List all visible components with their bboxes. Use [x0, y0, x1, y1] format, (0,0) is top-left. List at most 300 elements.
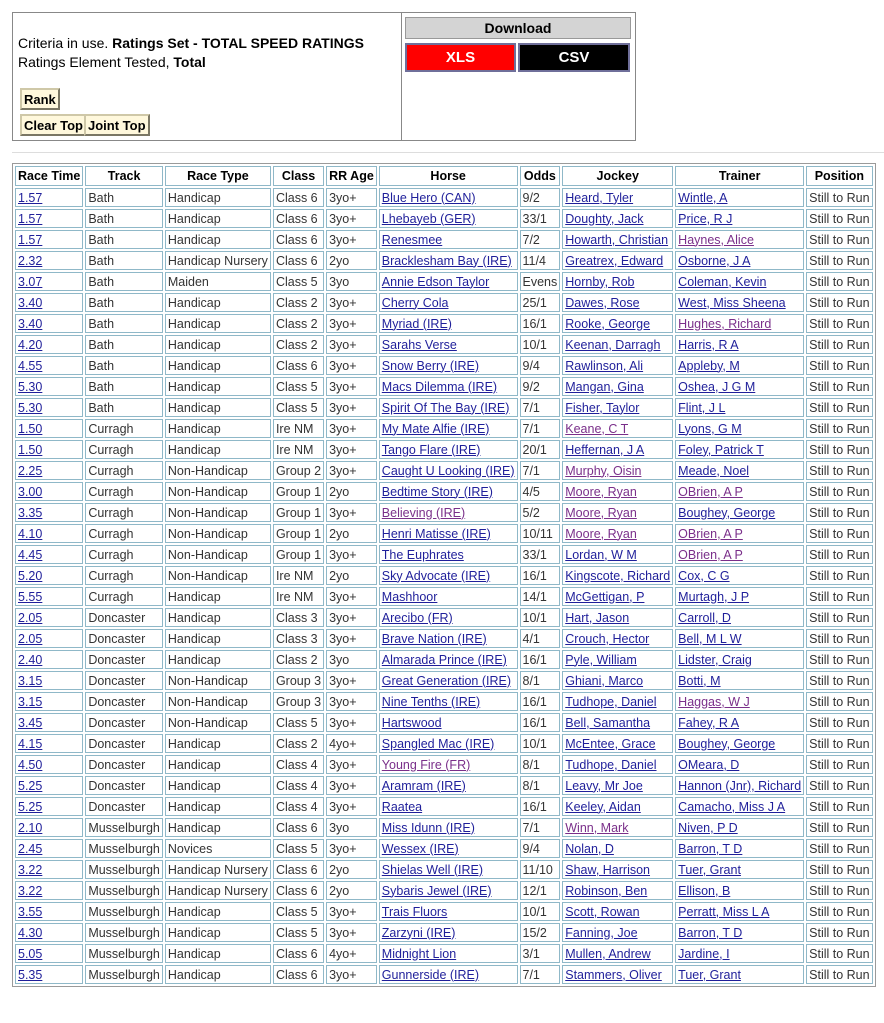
odds-cell: 20/1 [520, 440, 561, 459]
class-cell: Class 5 [273, 902, 324, 921]
class-cell: Group 2 [273, 461, 324, 480]
race-time-link[interactable]: 5.25 [18, 799, 43, 814]
race-time-link[interactable]: 3.22 [18, 862, 43, 877]
trainer-cell [675, 356, 804, 375]
horse-cell [379, 356, 518, 375]
race-time-link[interactable]: 5.35 [18, 967, 43, 982]
horse-cell [379, 482, 518, 501]
track-cell: Bath [85, 314, 163, 333]
race-time-link[interactable]: 3.15 [18, 694, 43, 709]
column-header: Odds [520, 166, 561, 186]
horse-link[interactable]: Macs Dilemma (IRE) [381, 379, 498, 394]
race-type-cell: Handicap [165, 188, 271, 207]
trainer-link[interactable]: Meade, Noel [678, 463, 750, 478]
trainer-link[interactable]: Appleby, M [678, 358, 740, 373]
jockey-link[interactable]: Shaw, Harrison [565, 862, 651, 877]
age-cell: 3yo+ [326, 314, 377, 333]
horse-link[interactable]: Midnight Lion [381, 946, 457, 961]
position-cell: Still to Run [806, 398, 872, 417]
track-cell: Bath [85, 209, 163, 228]
table-row [15, 965, 873, 984]
trainer-cell [675, 545, 804, 564]
trainer-link[interactable]: Foley, Patrick T [678, 442, 764, 457]
trainer-link[interactable]: Haggas, W J [678, 694, 750, 709]
race-time-link[interactable]: 5.30 [18, 400, 43, 415]
jockey-link[interactable]: Moore, Ryan [565, 484, 637, 499]
jockey-link[interactable]: Keane, C T [565, 421, 629, 436]
trainer-link[interactable]: Oshea, J G M [678, 379, 756, 394]
jockey-link[interactable]: Doughty, Jack [565, 211, 644, 226]
trainer-link[interactable]: Cox, C G [678, 568, 730, 583]
jockey-link[interactable]: Stammers, Oliver [565, 967, 662, 982]
trainer-link[interactable]: OBrien, A P [678, 547, 743, 562]
horse-link[interactable]: Hartswood [381, 715, 442, 730]
track-cell: Doncaster [85, 713, 163, 732]
race-time-cell [15, 776, 83, 795]
position-cell: Still to Run [806, 230, 872, 249]
horse-link[interactable]: Caught U Looking (IRE) [381, 463, 515, 478]
odds-cell: 9/4 [520, 356, 561, 375]
trainer-link[interactable]: Jardine, I [678, 946, 730, 961]
class-cell: Class 6 [273, 965, 324, 984]
horse-cell [379, 860, 518, 879]
horse-link[interactable]: Mashhoor [381, 589, 438, 604]
odds-cell: 25/1 [520, 293, 561, 312]
race-time-link[interactable]: 3.00 [18, 484, 43, 499]
horse-cell [379, 377, 518, 396]
class-cell: Class 2 [273, 293, 324, 312]
jockey-link[interactable]: Greatrex, Edward [565, 253, 664, 268]
position-cell: Still to Run [806, 587, 872, 606]
race-time-link[interactable]: 1.50 [18, 442, 43, 457]
horse-link[interactable]: Henri Matisse (IRE) [381, 526, 491, 541]
table-row [15, 902, 873, 921]
horse-link[interactable]: Cherry Cola [381, 295, 449, 310]
table-row [15, 839, 873, 858]
table-row [15, 524, 873, 543]
odds-cell: 16/1 [520, 650, 561, 669]
trainer-link[interactable]: Boughey, George [678, 505, 776, 520]
age-cell: 3yo+ [326, 776, 377, 795]
horse-link[interactable]: Sarahs Verse [381, 337, 457, 352]
age-cell: 3yo+ [326, 629, 377, 648]
horse-cell [379, 965, 518, 984]
horse-link[interactable]: Believing (IRE) [381, 505, 466, 520]
class-cell: Class 6 [273, 356, 324, 375]
jockey-link[interactable]: Keeley, Aidan [565, 799, 641, 814]
jockey-link[interactable]: Moore, Ryan [565, 526, 637, 541]
age-cell: 3yo+ [326, 356, 377, 375]
position-cell: Still to Run [806, 902, 872, 921]
jockey-cell [562, 629, 673, 648]
odds-cell: 16/1 [520, 692, 561, 711]
jockey-cell [562, 671, 673, 690]
odds-cell: 14/1 [520, 587, 561, 606]
race-time-link[interactable]: 3.40 [18, 316, 43, 331]
horse-cell [379, 314, 518, 333]
track-cell: Doncaster [85, 629, 163, 648]
jockey-link[interactable]: Nolan, D [565, 841, 614, 856]
trainer-link[interactable]: Wintle, A [678, 190, 728, 205]
trainer-link[interactable]: Price, R J [678, 211, 733, 226]
race-time-link[interactable]: 2.10 [18, 820, 43, 835]
race-type-cell: Handicap [165, 923, 271, 942]
race-type-cell: Handicap [165, 650, 271, 669]
jockey-link[interactable]: Scott, Rowan [565, 904, 640, 919]
table-row [15, 272, 873, 291]
odds-cell: 4/1 [520, 629, 561, 648]
horse-link[interactable]: Raatea [381, 799, 423, 814]
race-time-link[interactable]: 2.32 [18, 253, 43, 268]
odds-cell: 7/1 [520, 818, 561, 837]
race-time-cell [15, 209, 83, 228]
trainer-link[interactable]: Barron, T D [678, 841, 743, 856]
column-header: RR Age [326, 166, 377, 186]
rank-button[interactable]: Rank [20, 88, 60, 110]
position-cell: Still to Run [806, 272, 872, 291]
race-type-cell: Handicap [165, 293, 271, 312]
trainer-link[interactable]: West, Miss Sheena [678, 295, 786, 310]
trainer-link[interactable]: Ellison, B [678, 883, 731, 898]
age-cell: 3yo+ [326, 965, 377, 984]
horse-link[interactable]: Sky Advocate (IRE) [381, 568, 491, 583]
race-time-link[interactable]: 5.25 [18, 778, 43, 793]
age-cell: 3yo+ [326, 608, 377, 627]
track-cell: Bath [85, 272, 163, 291]
trainer-link[interactable]: Camacho, Miss J A [678, 799, 786, 814]
race-time-link[interactable]: 4.50 [18, 757, 43, 772]
race-time-link[interactable]: 4.45 [18, 547, 43, 562]
track-cell: Bath [85, 188, 163, 207]
race-time-link[interactable]: 4.55 [18, 358, 43, 373]
jockey-cell [562, 797, 673, 816]
race-time-link[interactable]: 1.57 [18, 211, 43, 226]
jockey-cell [562, 335, 673, 354]
jockey-link[interactable]: Moore, Ryan [565, 505, 637, 520]
position-cell: Still to Run [806, 461, 872, 480]
race-time-cell [15, 314, 83, 333]
table-row [15, 482, 873, 501]
race-time-link[interactable]: 4.20 [18, 337, 43, 352]
race-time-link[interactable]: 3.15 [18, 673, 43, 688]
race-type-cell: Non-Handicap [165, 461, 271, 480]
download-section [403, 15, 633, 75]
table-row [15, 230, 873, 249]
trainer-link[interactable]: Fahey, R A [678, 715, 740, 730]
race-type-cell: Non-Handicap [165, 566, 271, 585]
table-row [15, 251, 873, 270]
track-cell: Musselburgh [85, 902, 163, 921]
position-cell: Still to Run [806, 818, 872, 837]
jockey-link[interactable]: Rawlinson, Ali [565, 358, 644, 373]
trainer-link[interactable]: Harris, R A [678, 337, 739, 352]
horse-link[interactable]: Nine Tenths (IRE) [381, 694, 481, 709]
jockey-link[interactable]: Murphy, Oisin [565, 463, 642, 478]
trainer-cell [675, 839, 804, 858]
odds-cell: 33/1 [520, 209, 561, 228]
trainer-link[interactable]: Tuer, Grant [678, 967, 741, 982]
position-cell: Still to Run [806, 293, 872, 312]
race-time-link[interactable]: 1.57 [18, 190, 43, 205]
trainer-link[interactable]: OBrien, A P [678, 484, 743, 499]
horse-link[interactable]: Almarada Prince (IRE) [381, 652, 507, 667]
horse-link[interactable]: Snow Berry (IRE) [381, 358, 480, 373]
jockey-cell [562, 713, 673, 732]
horse-link[interactable]: Spangled Mac (IRE) [381, 736, 495, 751]
race-time-link[interactable]: 3.40 [18, 295, 43, 310]
race-time-link[interactable]: 2.40 [18, 652, 43, 667]
race-time-link[interactable]: 2.05 [18, 610, 43, 625]
horse-link[interactable]: Blue Hero (CAN) [381, 190, 476, 205]
position-cell: Still to Run [806, 881, 872, 900]
trainer-cell [675, 314, 804, 333]
track-cell: Doncaster [85, 671, 163, 690]
table-row [15, 650, 873, 669]
horse-link[interactable]: Zarzyni (IRE) [381, 925, 456, 940]
jockey-link[interactable]: Rooke, George [565, 316, 651, 331]
horse-cell [379, 734, 518, 753]
jockey-link[interactable]: Dawes, Rose [565, 295, 640, 310]
trainer-link[interactable]: Coleman, Kevin [678, 274, 767, 289]
jockey-link[interactable]: Ghiani, Marco [565, 673, 644, 688]
horse-link[interactable]: Sybaris Jewel (IRE) [381, 883, 492, 898]
horse-cell [379, 713, 518, 732]
horse-link[interactable]: Annie Edson Taylor [381, 274, 490, 289]
jockey-link[interactable]: Fanning, Joe [565, 925, 638, 940]
race-time-link[interactable]: 5.30 [18, 379, 43, 394]
trainer-link[interactable]: Lidster, Craig [678, 652, 752, 667]
csv-download-button[interactable]: CSV [518, 43, 630, 72]
race-time-cell [15, 293, 83, 312]
track-cell: Doncaster [85, 692, 163, 711]
jockey-link[interactable]: Heffernan, J A [565, 442, 645, 457]
jockey-link[interactable]: Bell, Samantha [565, 715, 651, 730]
race-time-cell [15, 881, 83, 900]
trainer-link[interactable]: OBrien, A P [678, 526, 743, 541]
trainer-cell [675, 524, 804, 543]
jockey-cell [562, 230, 673, 249]
odds-cell: 8/1 [520, 776, 561, 795]
trainer-link[interactable]: Niven, P D [678, 820, 738, 835]
jockey-link[interactable]: Keenan, Darragh [565, 337, 661, 352]
race-time-link[interactable]: 2.25 [18, 463, 43, 478]
jockey-cell [562, 902, 673, 921]
jockey-cell [562, 419, 673, 438]
trainer-link[interactable]: Boughey, George [678, 736, 776, 751]
horse-link[interactable]: Great Generation (IRE) [381, 673, 512, 688]
horse-link[interactable]: The Euphrates [381, 547, 464, 562]
jockey-cell [562, 566, 673, 585]
jockey-link[interactable]: Tudhope, Daniel [565, 694, 657, 709]
jockey-link[interactable]: Pyle, William [565, 652, 637, 667]
race-time-link[interactable]: 5.20 [18, 568, 43, 583]
race-type-cell: Non-Handicap [165, 692, 271, 711]
race-time-link[interactable]: 1.57 [18, 232, 43, 247]
race-time-cell [15, 188, 83, 207]
class-cell: Group 3 [273, 692, 324, 711]
jockey-link[interactable]: Lordan, W M [565, 547, 637, 562]
race-type-cell: Handicap [165, 335, 271, 354]
jockey-link[interactable]: Fisher, Taylor [565, 400, 640, 415]
trainer-cell [675, 398, 804, 417]
trainer-link[interactable]: Hughes, Richard [678, 316, 772, 331]
trainer-cell [675, 503, 804, 522]
trainer-cell [675, 776, 804, 795]
horse-link[interactable]: Bracklesham Bay (IRE) [381, 253, 512, 268]
age-cell: 3yo [326, 818, 377, 837]
race-time-link[interactable]: 3.55 [18, 904, 43, 919]
track-cell: Musselburgh [85, 818, 163, 837]
jockey-link[interactable]: Winn, Mark [565, 820, 629, 835]
class-cell: Class 4 [273, 755, 324, 774]
jockey-cell [562, 650, 673, 669]
trainer-link[interactable]: Hannon (Jnr), Richard [678, 778, 802, 793]
odds-cell: 10/1 [520, 335, 561, 354]
position-cell: Still to Run [806, 629, 872, 648]
horse-cell [379, 293, 518, 312]
race-time-link[interactable]: 4.30 [18, 925, 43, 940]
horse-link[interactable]: Young Fire (FR) [381, 757, 471, 772]
horse-link[interactable]: Tango Flare (IRE) [381, 442, 481, 457]
jockey-link[interactable]: Leavy, Mr Joe [565, 778, 643, 793]
race-time-link[interactable]: 2.05 [18, 631, 43, 646]
horse-link[interactable]: Spirit Of The Bay (IRE) [381, 400, 510, 415]
horse-link[interactable]: Brave Nation (IRE) [381, 631, 487, 646]
trainer-link[interactable]: Murtagh, J P [678, 589, 750, 604]
jockey-link[interactable]: Mangan, Gina [565, 379, 644, 394]
trainer-cell [675, 608, 804, 627]
track-cell: Curragh [85, 566, 163, 585]
trainer-link[interactable]: Perratt, Miss L A [678, 904, 770, 919]
criteria-panel [12, 12, 636, 141]
trainer-cell [675, 902, 804, 921]
trainer-cell [675, 440, 804, 459]
race-type-cell: Handicap [165, 356, 271, 375]
jockey-link[interactable]: McEntee, Grace [565, 736, 656, 751]
race-time-cell [15, 419, 83, 438]
race-type-cell: Non-Handicap [165, 503, 271, 522]
table-row [15, 608, 873, 627]
results-table [12, 163, 876, 987]
track-cell: Bath [85, 356, 163, 375]
race-time-link[interactable]: 4.15 [18, 736, 43, 751]
xls-download-button[interactable]: XLS [405, 43, 516, 72]
class-cell: Ire NM [273, 587, 324, 606]
horse-cell [379, 503, 518, 522]
horse-link[interactable]: Renesmee [381, 232, 443, 247]
race-time-link[interactable]: 5.05 [18, 946, 43, 961]
race-time-link[interactable]: 5.55 [18, 589, 43, 604]
race-time-link[interactable]: 3.22 [18, 883, 43, 898]
criteria-label: Criteria in use. [18, 35, 113, 51]
trainer-link[interactable]: Carroll, D [678, 610, 731, 625]
trainer-link[interactable]: Osborne, J A [678, 253, 751, 268]
race-time-link[interactable]: 2.45 [18, 841, 43, 856]
horse-cell [379, 419, 518, 438]
criteria-text [18, 34, 364, 72]
horse-link[interactable]: My Mate Alfie (IRE) [381, 421, 490, 436]
race-time-cell [15, 272, 83, 291]
trainer-link[interactable]: Haynes, Alice [678, 232, 754, 247]
horse-link[interactable]: Wessex (IRE) [381, 841, 459, 856]
horse-link[interactable]: Gunnerside (IRE) [381, 967, 480, 982]
table-row [15, 755, 873, 774]
odds-cell: 7/1 [520, 965, 561, 984]
trainer-link[interactable]: Barron, T D [678, 925, 743, 940]
clear-top-button[interactable]: Clear Top [20, 114, 87, 136]
horse-cell [379, 545, 518, 564]
joint-top-button[interactable]: Joint Top [84, 114, 150, 136]
trainer-link[interactable]: OMeara, D [678, 757, 740, 772]
race-type-cell: Handicap [165, 314, 271, 333]
race-time-cell [15, 335, 83, 354]
jockey-cell [562, 839, 673, 858]
horse-link[interactable]: Aramram (IRE) [381, 778, 466, 793]
trainer-link[interactable]: Flint, J L [678, 400, 726, 415]
position-cell: Still to Run [806, 650, 872, 669]
horse-link[interactable]: Myriad (IRE) [381, 316, 452, 331]
jockey-link[interactable]: Hornby, Rob [565, 274, 635, 289]
trainer-link[interactable]: Botti, M [678, 673, 721, 688]
odds-cell: 12/1 [520, 881, 561, 900]
horse-link[interactable]: Arecibo (FR) [381, 610, 453, 625]
horse-link[interactable]: Trais Fluors [381, 904, 448, 919]
track-cell: Doncaster [85, 650, 163, 669]
jockey-link[interactable]: Robinson, Ben [565, 883, 648, 898]
race-time-cell [15, 377, 83, 396]
trainer-link[interactable]: Tuer, Grant [678, 862, 741, 877]
race-time-cell [15, 671, 83, 690]
odds-cell: 15/2 [520, 923, 561, 942]
class-cell: Class 2 [273, 734, 324, 753]
horse-cell [379, 440, 518, 459]
age-cell: 3yo+ [326, 545, 377, 564]
age-cell: 3yo+ [326, 461, 377, 480]
jockey-link[interactable]: Tudhope, Daniel [565, 757, 657, 772]
jockey-link[interactable]: Heard, Tyler [565, 190, 634, 205]
race-time-cell [15, 524, 83, 543]
jockey-link[interactable]: Crouch, Hector [565, 631, 650, 646]
race-time-link[interactable]: 3.45 [18, 715, 43, 730]
race-time-cell [15, 503, 83, 522]
horse-link[interactable]: Shielas Well (IRE) [381, 862, 483, 877]
race-time-link[interactable]: 3.07 [18, 274, 43, 289]
trainer-cell [675, 230, 804, 249]
horse-link[interactable]: Bedtime Story (IRE) [381, 484, 493, 499]
jockey-link[interactable]: Kingscote, Richard [565, 568, 671, 583]
race-time-link[interactable]: 1.50 [18, 421, 43, 436]
horse-cell [379, 272, 518, 291]
odds-cell: 7/2 [520, 230, 561, 249]
jockey-link[interactable]: McGettigan, P [565, 589, 645, 604]
race-time-cell [15, 734, 83, 753]
horse-link[interactable]: Lhebayeb (GER) [381, 211, 476, 226]
jockey-link[interactable]: Mullen, Andrew [565, 946, 651, 961]
trainer-link[interactable]: Bell, M L W [678, 631, 742, 646]
jockey-link[interactable]: Howarth, Christian [565, 232, 669, 247]
jockey-link[interactable]: Hart, Jason [565, 610, 630, 625]
trainer-cell [675, 629, 804, 648]
table-row [15, 860, 873, 879]
horse-cell [379, 671, 518, 690]
race-time-link[interactable]: 3.35 [18, 505, 43, 520]
trainer-link[interactable]: Lyons, G M [678, 421, 742, 436]
race-type-cell: Handicap Nursery [165, 881, 271, 900]
race-time-link[interactable]: 4.10 [18, 526, 43, 541]
race-type-cell: Handicap [165, 902, 271, 921]
horse-link[interactable]: Miss Idunn (IRE) [381, 820, 475, 835]
position-cell: Still to Run [806, 566, 872, 585]
